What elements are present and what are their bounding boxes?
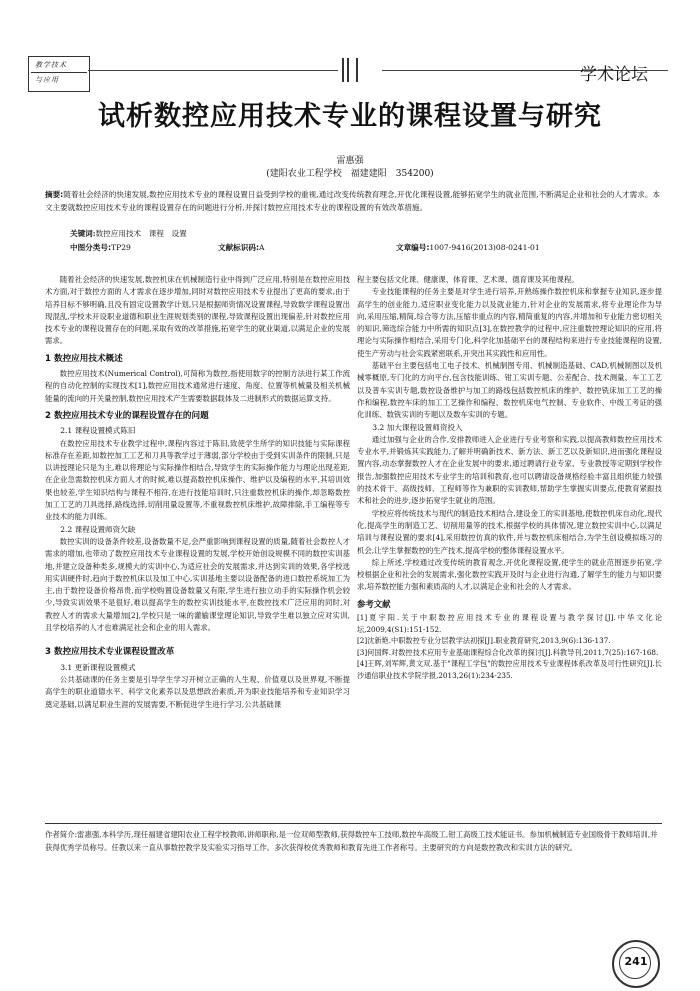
- footnote-rule: [45, 823, 662, 824]
- section-3-heading: 3 数控应用技术专业课程设置改革: [45, 647, 175, 658]
- section-2-2-heading: 2.2 课程设置师资欠缺: [60, 524, 136, 534]
- right-paragraph-6: 综上所述,学校通过改变传统的教育观念,开优化课程设置,使学生的就业范围逐步拓宽,学校根据企业和社会的发展需求,强化数控实践开及时与企业进行沟通,了解学生的能力与知识要求,培养数控能力强和素质高的人才,以满足企业和社会的人才需求。: [357, 557, 662, 592]
- section-3-2-heading: 3.2 加大课程设置师资投入: [372, 422, 463, 432]
- section-2-1-paragraph: 在数控应用技术专业教学过程中,课程内容过于陈旧,致使学生所学的知识技能与实际课程标准存在差距,如数控加工工艺和刀具等教学过于薄弱,部分学校由于受到实训条件的限制,只是以讲授理论只是为主,难以将理论与实际操作相结合,导致学生的实际操作能力与理论出现差距,在企业急需数控机床方面人才的时候,难以提高数控机床操作、维护以及编程的水平,其培训效果也较差,学生知识结构与课程不相符,在进行技能培训时,只注重数控机床的操作,却忽略数控加工工艺的刀具选择,路线选择,切削用量设置等,不重视数控机床维护,故障排除,手工编程等专业技术的能力训练。: [45, 438, 350, 522]
- section-1-heading: 1 数控应用技术概述: [45, 353, 123, 364]
- intro-paragraph: 随着社会经济的快速发展,数控机床在机械制造行业中得到广泛应用,特别是在数控应用技术方面,对于数控方面的人才需求在逐步增加,同时对数控应用技术专业提出了更高的要求,由于培养目标不够明确,且没有固定设置教学计划,只是根据师资情况设置课程,导致数学课程设置出现混乱,学校未开设职业道德和职业生涯规划类别的课程,导致课程设置出现偏差,针对数控应用技术专业的课程设置存在的问题,采取有效的改革措施,拓宽学生的就业渠道,以满足企业的发展需求。: [45, 275, 350, 346]
- left-column: [45, 274, 350, 711]
- right-paragraph-1: 程主要包括文化课、健康课、体育课、艺术课、德育课及其他课程。: [357, 275, 579, 284]
- abstract: [45, 189, 660, 214]
- document-code: 文献标识码:A: [218, 243, 265, 252]
- keywords-label: 关键词:: [70, 229, 96, 238]
- abstract-text: 随着社会经济的快速发展,数控应用技术专业的课程设置日益受到学校的重视,通过改变传统教育理念,开优化课程设置,能够拓宽学生的就业范围,不断满足企业和社会的人才需求。本文主要就数控应用技术专业的课程设置存在的问题进行分析,并探讨数控应用技术专业的课程设置的有效改革措施。: [45, 190, 661, 212]
- references-heading: 参考文献: [357, 598, 391, 609]
- reference-item: [4]王晖,刘军辉,黄文双.基于"课程工学包"的数控应用技术专业课程体系改革及可行性研究[J].长沙通信职业技术学院学报,2013,26(1):234-235.: [357, 659, 662, 680]
- section-3-1-paragraph: 公共基础课的任务主要是引导学生学习开树立正确的人生观、价值观以及世界观,不断提高学生的职业道德水平、科学文化素养以及思想政治素质,开为职业技能培养和专业知识学习奠定基础,以满足职业生涯的发展需要,不断促进学生进行学习,公共基础课: [45, 674, 350, 709]
- badge-divider: [31, 72, 87, 73]
- page-number: 241: [624, 955, 648, 968]
- header-bars-ornament: [338, 58, 362, 82]
- badge-bottom-text: 与应用: [35, 76, 59, 84]
- reference-item: [1]夏宇阳.关于中职数控应用技术专业的课程设置与教学探讨[J].中华文化论坛,2009,4(S1):151-152.: [357, 613, 662, 634]
- reference-item: [2]沈新艳.中职数控专业分层教学法初探[J].职业教育研究,2013,9(6):136-137.: [357, 636, 611, 646]
- keywords-text: 数控应用技术 课程 设置: [95, 229, 187, 238]
- reference-item: [3]何国辉.对数控技术应用专业基础课程综合化改革的探讨[J].科教导刊,2011,7(25):167-168.: [357, 647, 659, 657]
- paper-title: 试析数控应用技术专业的课程设置与研究: [98, 101, 602, 132]
- right-paragraph-5: 学校应将传统技术与现代的制造技术相结合,建设金工的实训基地,使数控机床自动化,现代化,提高学生的制造工艺、切削用量等的技术,根据学校的具体情况,建立数控实训中心,以满足培训与课程设置的要求[4],采用数控仿真的软件,并与数控机床相结合,为学生创设模拟练习的机会,让学生掌握数控的生产技术,提高学校的整体课程设置水平。: [357, 508, 662, 555]
- affiliation: (建阳农业工程学校 福建建阳 354200): [266, 169, 434, 179]
- author: 雷惠强: [336, 156, 364, 166]
- section-label: 学术论坛: [580, 65, 648, 85]
- section-2-2-paragraph: 数控实训的设备条件较差,设备数量不足,会严重影响到课程设置的质量,随着社会数控人才需求的增加,也带动了数控应用技术专业课程设置的发展,学校开始创设规模不同的数控实训基地,并建立设备种类多,规模大的实训中心,为适应社会的发展需求,并达到实训的效果,各学校选用实训硬件时,趋向于数控机床以及加工中心,实训基地主要以设备配备的进口数控系统加工为主,由于数控设备价格昂贵,而学校购置设备数量又有限,学生进行独立动手的实际操作机会较少,导致实训效果不是很好,难以提高学生的数控实训技能水平,在数控技术广泛应用的同时,对教控人才的需求大量增加[2],学校只是一味的灌输课堂理论知识,导致学生难以独立应对实训,且学校培养的人才也难满足社会和企业的用人需求。: [45, 536, 350, 633]
- section-3-1-heading: 3.1 更新课程设置模式: [60, 662, 136, 672]
- section-2-1-heading: 2.1 课程设置模式陈旧: [60, 426, 136, 436]
- keywords: [70, 228, 187, 239]
- section-2-heading: 2 数控应用技术专业的课程设置存在的问题: [45, 410, 209, 421]
- journal-badge: [28, 56, 90, 92]
- article-id: 文章编号:1007-9416(2013)08-0241-01: [396, 243, 540, 252]
- right-column: [357, 274, 662, 681]
- header-rule-left: [88, 70, 338, 71]
- right-paragraph-2: 专业技能课程的任务主要是对学生进行培养,开熟练操作数控机床和掌握专业知识,逐步提高学生的创业能力,适应职业变化能力以及就业能力,针对企业的发展需求,将专业理论作为导向,采用压缩,精简,综合等方法,压缩非重点的内容,精简重复的内容,并增加和专业能力密切相关的知识,筛选综合能力中所需的知识点[3],在数控教学的过程中,应注重数控理论知识的应用,将理论与实际操作相结合,采用专门化,科学化加基础平台的课程结构来进行专业技能课程的设置,使生产劳动与社会实践紧密联系,开突出其实践性和应用性。: [357, 287, 662, 358]
- right-paragraph-4: 通过加强与企业的合作,安排教师进入企业进行专业考察和实践,以提高教师数控应用技术专业水平,并锻炼其实践能力,了解并明确新技术、新方法、新工艺以及新知识,进而强化课程设置内容,动态掌握数控人才在企业发展中的要求,通过聘请行业专家、专业教授等定期到学校作报告,加强数控应用技术专业学生的培训和教育,也可以聘请设备规格经验丰富且组织能力较强的技术骨干、高级技师、工程师等作为兼职的实训教师,帮助学生掌握实训要点,使教育紧跟技术和社会的进步,逐步拓宽学生就业的范围。: [357, 434, 662, 506]
- badge-top-text: 教学技术: [35, 61, 67, 69]
- abstract-label: 摘要:: [45, 190, 64, 199]
- clc-number: 中图分类号:TP29: [70, 243, 131, 252]
- section-1-paragraph: 数控应用技术(Numerical Control),可简称为数控,指使用数字的控制方法进行某工作流程的自动化控制的实现技术[1],数控应用技术通常进行速度、角度、位置等机械量及相关机械能量的流向的开关量控制,数控应用技术产生需要数据载体及二进制形式的数据运算支持。: [45, 369, 350, 403]
- right-paragraph-3: 基础平台主要包括电工电子技术、机械制图专用、机械制造基础、CAD,机械制图以及机械零概原,专门化的方向平台,包含技能训练、钳工实训专题、公差配合、技术测量、车工工艺以及普车实训专题,数控设备维护与加工的路线包括数控机床的维护、数控铣床加工工艺的操作和编程,数控车床的加工工艺操作和编程、数控机床电气控制、专业软件、中级工考证的强化训练、数铣实训的专题以及数车实训的专题。: [357, 361, 662, 420]
- author-footnote: 作者简介:雷惠强,本科学历,现任福建省建阳农业工程学校教师,讲师职称,是一位双师型教师,获得数控车工技师,数控车高级工,钳工高级工技术能证书。参加机械制造专业国级骨干教师培训,并获得优秀学员称号。任教以来一直从事数控教学及实验实习指导工作。多次获得校优秀教师和教育先进工作者称号。主要研究的方向是数控教改和实训方法的研究。: [45, 830, 658, 852]
